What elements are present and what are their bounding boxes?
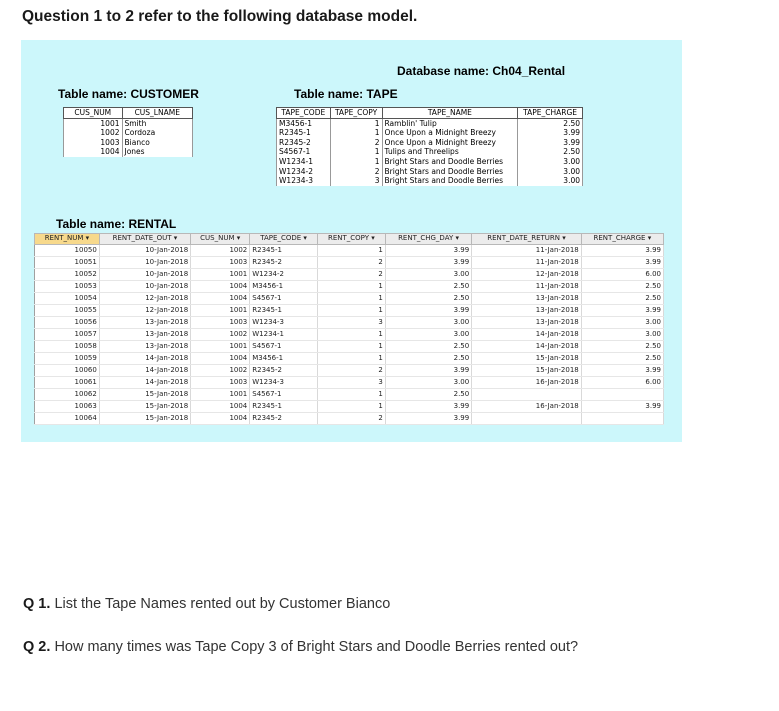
table-cell: 13-Jan-2018: [99, 316, 190, 328]
table-row: [277, 167, 583, 177]
table-cell: 1001: [191, 388, 250, 400]
table-cell: 1: [317, 400, 385, 412]
table-cell: Once Upon a Midnight Breezy: [382, 128, 518, 138]
question-number: Q 2.: [23, 639, 51, 655]
table-cell: M3456-1: [250, 352, 318, 364]
table-cell: [472, 412, 582, 424]
table-row: [35, 244, 664, 256]
table-cell: 3.00: [385, 316, 471, 328]
column-header[interactable]: RENT_COPY ▾: [317, 234, 385, 245]
table-cell: 1: [317, 304, 385, 316]
table-row: [64, 128, 193, 138]
table-cell: 1: [330, 157, 382, 167]
table-cell: Bright Stars and Doodle Berries: [382, 167, 518, 177]
table-cell: 3.00: [581, 328, 663, 340]
table-cell: 1: [317, 280, 385, 292]
column-header[interactable]: RENT_NUM ▾: [35, 234, 100, 245]
table-cell: R2345-1: [250, 400, 318, 412]
rental-table: [34, 233, 664, 425]
table-cell: 3.00: [385, 328, 471, 340]
table-cell: 11-Jan-2018: [472, 244, 582, 256]
table-cell: 1002: [191, 328, 250, 340]
table-cell: 1: [330, 128, 382, 138]
table-cell: 1004: [191, 352, 250, 364]
table-cell: 12-Jan-2018: [99, 304, 190, 316]
table-row: [277, 128, 583, 138]
rental-table-label: Table name: RENTAL: [56, 217, 177, 231]
table-cell: 12-Jan-2018: [472, 268, 582, 280]
table-cell: 1: [317, 340, 385, 352]
table-cell: 3.00: [518, 176, 583, 186]
table-cell: W1234-3: [250, 316, 318, 328]
table-cell: 10056: [35, 316, 100, 328]
table-row: [35, 280, 664, 292]
table-cell: 1001: [191, 304, 250, 316]
table-row: [35, 304, 664, 316]
table-cell: 10-Jan-2018: [99, 256, 190, 268]
table-cell: 14-Jan-2018: [472, 340, 582, 352]
table-row: [277, 138, 583, 148]
table-cell: 15-Jan-2018: [99, 412, 190, 424]
table-cell: W1234-3: [250, 376, 318, 388]
table-cell: 2: [317, 364, 385, 376]
question-2: [23, 639, 578, 655]
table-cell: 11-Jan-2018: [472, 256, 582, 268]
table-cell: 2.50: [518, 118, 583, 128]
table-cell: 3.99: [385, 364, 471, 376]
table-cell: 14-Jan-2018: [472, 328, 582, 340]
table-cell: 15-Jan-2018: [472, 352, 582, 364]
table-cell: 1: [317, 328, 385, 340]
table-cell: 14-Jan-2018: [99, 352, 190, 364]
table-cell: R2345-1: [250, 304, 318, 316]
table-cell: 2.50: [581, 292, 663, 304]
table-cell: 2.50: [581, 352, 663, 364]
table-row: [35, 364, 664, 376]
table-cell: 6.00: [581, 268, 663, 280]
table-cell: 3.00: [385, 376, 471, 388]
table-cell: 10-Jan-2018: [99, 244, 190, 256]
table-cell: 1004: [191, 400, 250, 412]
table-row: [35, 328, 664, 340]
column-header: TAPE_COPY: [330, 108, 382, 119]
table-cell: 1004: [191, 280, 250, 292]
table-cell: 12-Jan-2018: [99, 292, 190, 304]
table-cell: Bright Stars and Doodle Berries: [382, 176, 518, 186]
table-cell: 10-Jan-2018: [99, 268, 190, 280]
table-cell: 10061: [35, 376, 100, 388]
table-cell: R2345-2: [250, 412, 318, 424]
table-cell: 2.50: [385, 280, 471, 292]
table-cell: Cordoza: [122, 128, 193, 138]
table-cell: 2: [317, 268, 385, 280]
question-1: [23, 596, 390, 612]
table-cell: 3.99: [385, 304, 471, 316]
table-cell: 15-Jan-2018: [472, 364, 582, 376]
table-cell: 10054: [35, 292, 100, 304]
table-cell: 3.00: [581, 316, 663, 328]
column-header[interactable]: RENT_CHG_DAY ▾: [385, 234, 471, 245]
table-cell: S4567-1: [250, 340, 318, 352]
table-cell: W1234-1: [277, 157, 331, 167]
table-cell: 15-Jan-2018: [99, 400, 190, 412]
table-cell: 2.50: [581, 280, 663, 292]
table-row: [35, 352, 664, 364]
table-row: [64, 138, 193, 148]
table-cell: 14-Jan-2018: [99, 364, 190, 376]
table-cell: 1: [330, 147, 382, 157]
table-cell: 1002: [191, 244, 250, 256]
table-cell: 13-Jan-2018: [472, 292, 582, 304]
column-header[interactable]: CUS_NUM ▾: [191, 234, 250, 245]
table-cell: 3.00: [385, 268, 471, 280]
table-cell: 13-Jan-2018: [99, 328, 190, 340]
table-row: [35, 412, 664, 424]
table-cell: 2.50: [518, 147, 583, 157]
table-cell: 3.99: [581, 304, 663, 316]
table-cell: 11-Jan-2018: [472, 280, 582, 292]
table-cell: 1: [317, 292, 385, 304]
column-header: CUS_LNAME: [122, 108, 193, 119]
table-cell: 1004: [191, 292, 250, 304]
table-cell: 10062: [35, 388, 100, 400]
table-cell: 3.99: [581, 244, 663, 256]
table-row: [35, 256, 664, 268]
table-cell: 1004: [191, 412, 250, 424]
table-cell: 10060: [35, 364, 100, 376]
table-cell: 10055: [35, 304, 100, 316]
table-cell: 1004: [64, 147, 123, 157]
column-header: TAPE_NAME: [382, 108, 518, 119]
table-cell: S4567-1: [277, 147, 331, 157]
column-header[interactable]: RENT_CHARGE ▾: [581, 234, 663, 245]
table-cell: R2345-2: [277, 138, 331, 148]
table-cell: 6.00: [581, 376, 663, 388]
table-cell: 16-Jan-2018: [472, 376, 582, 388]
table-row: [35, 376, 664, 388]
table-cell: R2345-2: [250, 256, 318, 268]
table-cell: 15-Jan-2018: [99, 388, 190, 400]
table-cell: 3: [317, 376, 385, 388]
table-cell: 3.99: [385, 244, 471, 256]
question-number: Q 1.: [23, 596, 51, 612]
table-cell: M3456-1: [250, 280, 318, 292]
table-cell: R2345-1: [277, 128, 331, 138]
table-cell: 3.99: [581, 256, 663, 268]
table-cell: Smith: [122, 118, 193, 128]
table-cell: 2: [330, 167, 382, 177]
table-cell: 1003: [191, 376, 250, 388]
table-cell: 16-Jan-2018: [472, 400, 582, 412]
table-cell: 3: [317, 316, 385, 328]
table-row: [64, 147, 193, 157]
table-row: [64, 118, 193, 128]
table-cell: 1001: [64, 118, 123, 128]
table-cell: 13-Jan-2018: [472, 304, 582, 316]
question-text: List the Tape Names rented out by Customer Bianco: [54, 596, 391, 612]
table-row: [35, 292, 664, 304]
table-cell: 2.50: [385, 292, 471, 304]
table-cell: M3456-1: [277, 118, 331, 128]
table-cell: Jones: [122, 147, 193, 157]
table-cell: 2: [330, 138, 382, 148]
table-cell: 10058: [35, 340, 100, 352]
table-cell: 1003: [191, 316, 250, 328]
table-cell: 1003: [191, 256, 250, 268]
table-cell: 3.99: [581, 400, 663, 412]
table-cell: Bright Stars and Doodle Berries: [382, 157, 518, 167]
table-cell: Ramblin' Tulip: [382, 118, 518, 128]
table-cell: 10053: [35, 280, 100, 292]
table-cell: 14-Jan-2018: [99, 376, 190, 388]
table-cell: 10051: [35, 256, 100, 268]
table-cell: 2: [317, 412, 385, 424]
table-cell: 2: [317, 256, 385, 268]
table-row: [35, 316, 664, 328]
tape-table: [276, 107, 583, 186]
table-cell: [472, 388, 582, 400]
table-cell: 3: [330, 176, 382, 186]
column-header[interactable]: TAPE_CODE ▾: [250, 234, 318, 245]
table-cell: 1001: [191, 340, 250, 352]
table-cell: W1234-2: [277, 167, 331, 177]
table-row: [277, 147, 583, 157]
column-header[interactable]: RENT_DATE_RETURN ▾: [472, 234, 582, 245]
table-cell: 10050: [35, 244, 100, 256]
column-header: CUS_NUM: [64, 108, 123, 119]
table-cell: 3.99: [385, 412, 471, 424]
table-cell: R2345-1: [250, 244, 318, 256]
question-text: How many times was Tape Copy 3 of Bright Stars and Doodle Berries rented out?: [54, 639, 579, 655]
table-cell: 3.99: [518, 128, 583, 138]
database-name: Database name: Ch04_Rental: [397, 64, 566, 78]
column-header: TAPE_CODE: [277, 108, 331, 119]
table-cell: 1: [317, 352, 385, 364]
table-cell: W1234-3: [277, 176, 331, 186]
table-cell: Tulips and Threelips: [382, 147, 518, 157]
table-row: [35, 388, 664, 400]
table-row: [277, 118, 583, 128]
table-row: [35, 340, 664, 352]
table-cell: 1001: [191, 268, 250, 280]
customer-table-label: Table name: CUSTOMER: [58, 87, 199, 101]
table-cell: 3.99: [581, 364, 663, 376]
table-cell: 1003: [64, 138, 123, 148]
table-cell: 3.99: [385, 400, 471, 412]
table-cell: 10057: [35, 328, 100, 340]
table-row: [277, 176, 583, 186]
table-cell: W1234-2: [250, 268, 318, 280]
table-cell: 1: [317, 388, 385, 400]
table-cell: 10064: [35, 412, 100, 424]
table-row: [277, 157, 583, 167]
column-header[interactable]: RENT_DATE_OUT ▾: [99, 234, 190, 245]
table-cell: 3.99: [385, 256, 471, 268]
table-row: [35, 400, 664, 412]
table-cell: 2.50: [385, 340, 471, 352]
table-cell: 1002: [191, 364, 250, 376]
table-cell: 1: [330, 118, 382, 128]
table-cell: 13-Jan-2018: [472, 316, 582, 328]
table-cell: 10-Jan-2018: [99, 280, 190, 292]
table-cell: S4567-1: [250, 292, 318, 304]
table-cell: 2.50: [385, 388, 471, 400]
page-heading: Question 1 to 2 refer to the following database model.: [22, 8, 418, 25]
table-cell: 10063: [35, 400, 100, 412]
table-cell: 10059: [35, 352, 100, 364]
table-cell: W1234-1: [250, 328, 318, 340]
table-cell: 1: [317, 244, 385, 256]
tape-table-label: Table name: TAPE: [294, 87, 398, 101]
table-cell: 2.50: [385, 352, 471, 364]
table-cell: 10052: [35, 268, 100, 280]
table-cell: 13-Jan-2018: [99, 340, 190, 352]
table-cell: 3.00: [518, 157, 583, 167]
table-cell: 1002: [64, 128, 123, 138]
table-cell: 2.50: [581, 340, 663, 352]
column-header: TAPE_CHARGE: [518, 108, 583, 119]
table-cell: 3.99: [518, 138, 583, 148]
table-cell: Bianco: [122, 138, 193, 148]
table-cell: R2345-2: [250, 364, 318, 376]
table-row: [35, 268, 664, 280]
customer-table: [63, 107, 193, 157]
table-cell: [581, 412, 663, 424]
table-cell: 3.00: [518, 167, 583, 177]
table-cell: [581, 388, 663, 400]
table-cell: Once Upon a Midnight Breezy: [382, 138, 518, 148]
table-cell: S4567-1: [250, 388, 318, 400]
